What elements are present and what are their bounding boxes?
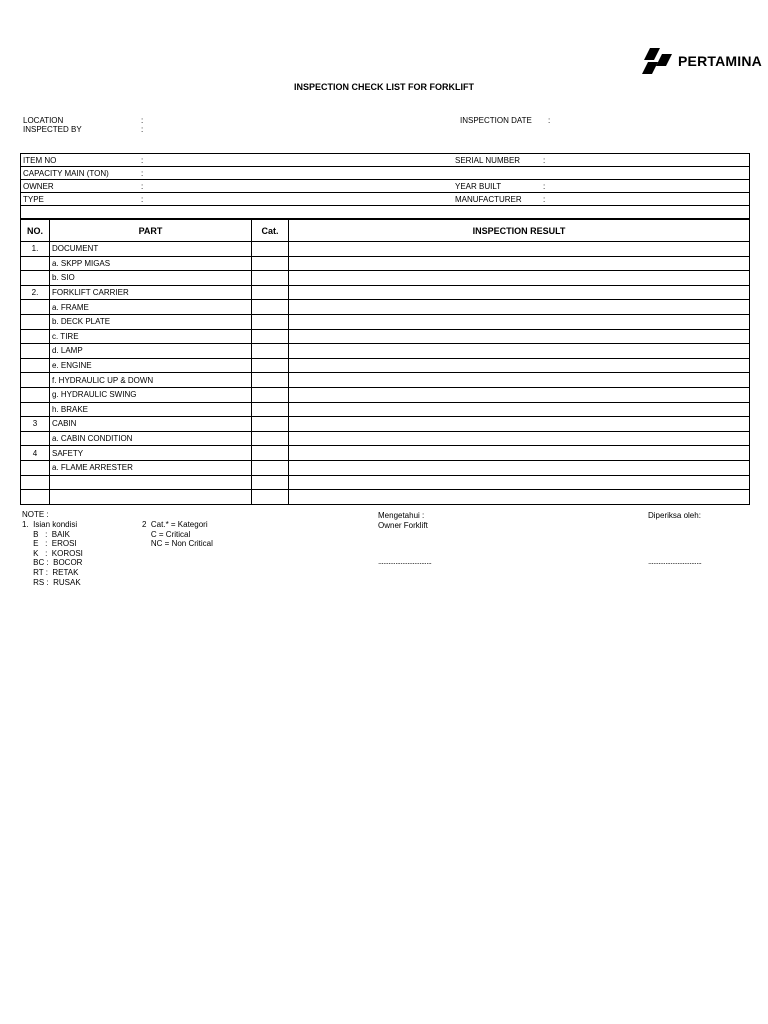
row-result-cell[interactable] [289,417,750,432]
category-legend-line: C = Critical [142,529,191,539]
checklist-row [21,431,750,446]
row-no: 4 [21,446,50,461]
row-part: a. FLAME ARRESTER [50,460,252,475]
col-result-header: INSPECTION RESULT [289,220,750,242]
row-cat-cell[interactable] [252,460,289,475]
checklist-row [21,329,750,344]
row-result-cell[interactable] [289,431,750,446]
row-part: DOCUMENT [50,242,252,257]
acknowledged-label: Mengetahui : [378,511,425,520]
row-part: a. SKPP MIGAS [50,256,252,271]
row-result-cell[interactable] [289,475,750,490]
row-no [21,344,50,359]
row-part: b. SIO [50,271,252,286]
year-built-colon: : [541,180,750,193]
pertamina-logo-icon [640,46,674,76]
row-result-cell[interactable] [289,402,750,417]
row-cat-cell[interactable] [252,358,289,373]
row-result-cell[interactable] [289,285,750,300]
row-cat-cell[interactable] [252,271,289,286]
checklist-row [21,417,750,432]
equipment-info-table [20,153,750,219]
row-no [21,431,50,446]
row-result-cell[interactable] [289,387,750,402]
serial-number-colon: : [541,154,750,167]
row-no [21,300,50,315]
row-result-cell[interactable] [289,300,750,315]
checklist-row [21,475,750,490]
row-result-cell[interactable] [289,329,750,344]
serial-number-label: SERIAL NUMBER [453,154,541,167]
location-label: LOCATION [23,116,64,125]
col-part-header: PART [50,220,252,242]
location-colon: : [141,116,144,125]
row-no [21,271,50,286]
condition-legend-line: RT : RETAK [22,568,79,577]
checklist-row [21,271,750,286]
condition-legend-line: RS : RUSAK [22,577,81,587]
row-cat-cell[interactable] [252,387,289,402]
year-built-label: YEAR BUILT [453,180,541,193]
row-no [21,373,50,388]
row-cat-cell[interactable] [252,417,289,432]
type-colon: : [139,193,453,206]
row-result-cell[interactable] [289,358,750,373]
owner-forklift-label: Owner Forklift [378,521,428,530]
inspection-date-label: INSPECTION DATE [460,116,532,125]
manufacturer-colon: : [541,193,750,206]
row-cat-cell[interactable] [252,242,289,257]
row-cat-cell[interactable] [252,402,289,417]
inspected-by-label: INSPECTED BY [23,125,82,134]
checklist-row [21,446,750,461]
row-no [21,490,50,505]
checklist-row [21,256,750,271]
item-no-colon: : [139,154,453,167]
row-part: a. FRAME [50,300,252,315]
page-title: INSPECTION CHECK LIST FOR FORKLIFT [294,82,474,92]
row-part: FORKLIFT CARRIER [50,285,252,300]
row-cat-cell[interactable] [252,373,289,388]
row-cat-cell[interactable] [252,344,289,359]
row-result-cell[interactable] [289,344,750,359]
type-label: TYPE [21,193,140,206]
row-result-cell[interactable] [289,242,750,257]
row-no: 1. [21,242,50,257]
row-part: e. ENGINE [50,358,252,373]
row-part: h. BRAKE [50,402,252,417]
row-result-cell[interactable] [289,373,750,388]
inspected-by-signature-label: Diperiksa oleh: [648,511,701,520]
condition-legend-line: B : BAIK [22,529,71,539]
checklist-row [21,373,750,388]
row-part: f. HYDRAULIC UP & DOWN [50,373,252,388]
row-cat-cell[interactable] [252,300,289,315]
condition-legend-line: E : EROSI [22,539,77,549]
row-no: 2. [21,285,50,300]
row-cat-cell[interactable] [252,329,289,344]
checklist-row [21,387,750,402]
row-part [50,475,252,490]
item-no-label: ITEM NO [21,154,140,167]
row-cat-cell[interactable] [252,475,289,490]
inspection-checklist-table [20,219,750,505]
row-part [50,490,252,505]
owner-signature-line: ............................... [378,557,432,566]
checklist-row [21,242,750,257]
checklist-row [21,460,750,475]
row-no [21,460,50,475]
row-part: d. LAMP [50,344,252,359]
category-legend-line: 2 Cat.* = Kategori [142,520,208,529]
row-result-cell[interactable] [289,460,750,475]
row-result-cell[interactable] [289,314,750,329]
row-cat-cell[interactable] [252,431,289,446]
checklist-row [21,285,750,300]
category-legend-line: NC = Non Critical [142,539,213,549]
row-part: SAFETY [50,446,252,461]
row-cat-cell[interactable] [252,256,289,271]
row-no [21,314,50,329]
row-result-cell[interactable] [289,256,750,271]
row-no [21,475,50,490]
checklist-row [21,358,750,373]
row-cat-cell[interactable] [252,285,289,300]
row-part: CABIN [50,417,252,432]
row-no [21,329,50,344]
note-heading: NOTE : [22,510,49,519]
row-part: g. HYDRAULIC SWING [50,387,252,402]
checklist-row [21,344,750,359]
checklist-row [21,490,750,505]
row-part: a. CABIN CONDITION [50,431,252,446]
inspector-signature-line: ............................... [648,557,702,566]
condition-legend-line: BC : BOCOR [22,558,83,568]
row-part: b. DECK PLATE [50,314,252,329]
row-no [21,256,50,271]
col-cat-header: Cat. [252,220,289,242]
logo-text: PERTAMINA [678,53,762,69]
manufacturer-label: MANUFACTURER [453,193,541,206]
row-cat-cell[interactable] [252,490,289,505]
row-no [21,402,50,417]
row-cat-cell[interactable] [252,314,289,329]
row-result-cell[interactable] [289,490,750,505]
row-part: c. TIRE [50,329,252,344]
owner-colon: : [139,180,453,193]
col-no-header: NO. [21,220,50,242]
condition-legend-line: 1. Isian kondisi [22,520,78,529]
condition-legend-line: K : KOROSI [22,548,83,558]
checklist-row [21,402,750,417]
checklist-row [21,300,750,315]
row-no [21,358,50,373]
row-result-cell[interactable] [289,446,750,461]
row-no: 3 [21,417,50,432]
company-logo [640,44,762,78]
row-no [21,387,50,402]
inspected-by-colon: : [141,125,144,134]
inspection-date-colon: : [548,116,551,125]
row-cat-cell[interactable] [252,446,289,461]
owner-label: OWNER [21,180,140,193]
capacity-colon: : [139,167,453,180]
row-result-cell[interactable] [289,271,750,286]
capacity-label: CAPACITY MAIN (TON) [21,167,140,180]
checklist-row [21,314,750,329]
